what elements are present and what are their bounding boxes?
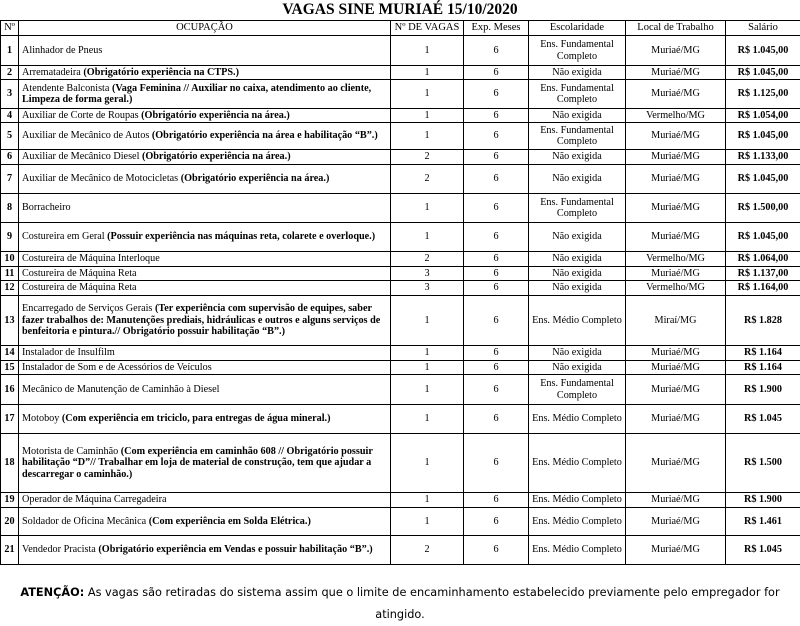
header-education: Escolaridade [529,21,626,36]
table-row [1,150,800,165]
salary-value: R$ 1.125,00 [726,80,800,109]
occupation-cell [19,66,391,80]
salary-value: R$ 1.064,00 [726,252,800,267]
work-location: Muriaé/MG [626,434,726,493]
education-level: Ens. Médio Completo [529,536,626,565]
experience-months: 6 [464,267,529,281]
education-level: Ens. Fundamental Completo [529,123,626,150]
vacancies-count: 1 [391,296,464,346]
vacancies-count: 2 [391,165,464,194]
vacancies-count: 3 [391,281,464,296]
occupation-name: Instalador de Som e de Acessórios de Veículos [22,362,212,373]
vacancies-table [0,20,800,565]
work-location: Muriaé/MG [626,267,726,281]
education-level: Não exigida [529,346,626,361]
work-location: Muriaé/MG [626,361,726,375]
experience-months: 6 [464,252,529,267]
salary-value: R$ 1.137,00 [726,267,800,281]
occupation-name: Motoboy [22,413,62,424]
vacancies-count: 1 [391,493,464,508]
vacancies-count: 1 [391,66,464,80]
work-location: Muriaé/MG [626,536,726,565]
occupation-name: Costureira em Geral [22,231,107,242]
table-row [1,66,800,80]
row-number: 11 [1,267,19,281]
row-number: 1 [1,36,19,66]
row-number: 19 [1,493,19,508]
occupation-name: Operador de Máquina Carregadeira [22,494,167,505]
work-location: Muriaé/MG [626,194,726,223]
salary-value: R$ 1.045,00 [726,223,800,252]
table-row [1,405,800,434]
occupation-cell [19,150,391,165]
table-header-row [1,21,800,36]
occupation-cell [19,346,391,361]
vacancies-count: 1 [391,223,464,252]
occupation-cell [19,80,391,109]
education-level: Ens. Médio Completo [529,296,626,346]
experience-months: 6 [464,123,529,150]
table-row [1,536,800,565]
occupation-requirements: (Com experiência em caminhão 608 // Obrigatório possuir habilitação “D”// Trabalhar em loja de material de construção, tem que ajudar a descarregar o caminhão.) [22,446,373,480]
table-row [1,165,800,194]
occupation-name: Vendedor Pracista [22,544,98,555]
occupation-cell [19,109,391,123]
table-row [1,80,800,109]
row-number: 13 [1,296,19,346]
occupation-name: Mecânico de Manutenção de Caminhão à Diesel [22,384,219,395]
occupation-cell [19,165,391,194]
education-level: Não exigida [529,109,626,123]
salary-value: R$ 1.045,00 [726,66,800,80]
vacancies-count: 2 [391,252,464,267]
row-number: 20 [1,508,19,536]
row-number: 5 [1,123,19,150]
experience-months: 6 [464,194,529,223]
education-level: Não exigida [529,66,626,80]
experience-months: 6 [464,80,529,109]
notice-footer [0,582,800,604]
occupation-requirements: (Com experiência em triciclo, para entregas de água mineral.) [62,413,331,424]
work-location: Muriaé/MG [626,123,726,150]
work-location: Vermelho/MG [626,252,726,267]
salary-value: R$ 1.900 [726,375,800,405]
education-level: Não exigida [529,361,626,375]
work-location: Miraí/MG [626,296,726,346]
occupation-cell [19,194,391,223]
occupation-requirements: (Obrigatório experiência na área.) [181,173,330,184]
header-experience: Exp. Meses [464,21,529,36]
experience-months: 6 [464,493,529,508]
occupation-requirements: (Com experiência em Solda Elétrica.) [149,516,311,527]
table-row [1,223,800,252]
experience-months: 6 [464,36,529,66]
vacancies-count: 2 [391,150,464,165]
salary-value: R$ 1.164 [726,346,800,361]
occupation-cell [19,296,391,346]
salary-value: R$ 1.045,00 [726,36,800,66]
work-location: Muriaé/MG [626,346,726,361]
occupation-cell [19,375,391,405]
occupation-cell [19,493,391,508]
table-row [1,281,800,296]
row-number: 18 [1,434,19,493]
education-level: Ens. Médio Completo [529,508,626,536]
vacancies-count: 1 [391,361,464,375]
salary-value: R$ 1.045 [726,405,800,434]
occupation-name: Motorista de Caminhão [22,446,121,457]
experience-months: 6 [464,361,529,375]
occupation-requirements: (Obrigatório experiência na área.) [142,151,291,162]
occupation-name: Atendente Balconista [22,83,112,94]
row-number: 3 [1,80,19,109]
work-location: Muriaé/MG [626,493,726,508]
vacancies-count: 1 [391,109,464,123]
table-row [1,296,800,346]
vacancies-count: 1 [391,508,464,536]
salary-value: R$ 1.900 [726,493,800,508]
work-location: Vermelho/MG [626,109,726,123]
occupation-name: Auxiliar de Corte de Roupas [22,110,141,121]
experience-months: 6 [464,405,529,434]
education-level: Ens. Fundamental Completo [529,375,626,405]
work-location: Muriaé/MG [626,36,726,66]
occupation-requirements: (Obrigatório experiência em Vendas e possuir habilitação “B”.) [98,544,372,555]
occupation-name: Arrematadeira [22,67,83,78]
vacancies-count: 3 [391,267,464,281]
notice-label: ATENÇÃO: [20,586,84,599]
page-title: VAGAS SINE MURIAÉ 15/10/2020 [0,0,800,20]
experience-months: 6 [464,281,529,296]
table-row [1,346,800,361]
occupation-name: Auxiliar de Mecânico de Autos [22,130,152,141]
salary-value: R$ 1.045,00 [726,123,800,150]
experience-months: 6 [464,375,529,405]
experience-months: 6 [464,296,529,346]
vacancies-count: 1 [391,194,464,223]
work-location: Muriaé/MG [626,150,726,165]
table-body [1,36,800,565]
education-level: Ens. Médio Completo [529,434,626,493]
table-row [1,194,800,223]
occupation-cell [19,123,391,150]
row-number: 2 [1,66,19,80]
salary-value: R$ 1.828 [726,296,800,346]
salary-value: R$ 1.164 [726,361,800,375]
row-number: 14 [1,346,19,361]
work-location: Muriaé/MG [626,508,726,536]
education-level: Ens. Fundamental Completo [529,80,626,109]
salary-value: R$ 1.164,00 [726,281,800,296]
experience-months: 6 [464,66,529,80]
salary-value: R$ 1.500 [726,434,800,493]
occupation-name: Soldador de Oficina Mecânica [22,516,149,527]
vacancies-count: 1 [391,346,464,361]
header-vacancies: Nº DE VAGAS [391,21,464,36]
vacancies-count: 1 [391,405,464,434]
table-row [1,109,800,123]
experience-months: 6 [464,508,529,536]
row-number: 7 [1,165,19,194]
occupation-cell [19,405,391,434]
occupation-cell [19,252,391,267]
vacancies-count: 1 [391,123,464,150]
education-level: Não exigida [529,281,626,296]
occupation-cell [19,281,391,296]
table-row [1,36,800,66]
salary-value: R$ 1.054,00 [726,109,800,123]
work-location: Muriaé/MG [626,66,726,80]
row-number: 9 [1,223,19,252]
salary-value: R$ 1.500,00 [726,194,800,223]
experience-months: 6 [464,434,529,493]
occupation-requirements: (Ter experiência com supervisão de equipes, saber fazer trabalhos de: Manutenções prediais, hidráulicas e outros e alguns serviços de benfeitoria e pintura.// Obrigatório possuir habilitação “B”.) [22,303,380,337]
education-level: Ens. Fundamental Completo [529,36,626,66]
experience-months: 6 [464,150,529,165]
work-location: Vermelho/MG [626,281,726,296]
experience-months: 6 [464,165,529,194]
education-level: Não exigida [529,252,626,267]
header-salary: Salário [726,21,800,36]
header-num: Nº [1,21,19,36]
salary-value: R$ 1.045,00 [726,165,800,194]
occupation-requirements: (Obrigatório experiência na área.) [141,110,290,121]
education-level: Não exigida [529,165,626,194]
occupation-requirements: (Obrigatório experiência na CTPS.) [83,67,239,78]
work-location: Muriaé/MG [626,375,726,405]
occupation-cell [19,223,391,252]
table-row [1,252,800,267]
occupation-name: Instalador de Insulfilm [22,347,115,358]
occupation-name: Alinhador de Pneus [22,45,102,56]
row-number: 21 [1,536,19,565]
experience-months: 6 [464,346,529,361]
education-level: Ens. Médio Completo [529,405,626,434]
occupation-cell [19,267,391,281]
salary-value: R$ 1.133,00 [726,150,800,165]
occupation-cell [19,36,391,66]
vacancies-count: 1 [391,375,464,405]
work-location: Muriaé/MG [626,223,726,252]
row-number: 17 [1,405,19,434]
education-level: Não exigida [529,223,626,252]
occupation-name: Encarregado de Serviços Gerais [22,303,155,314]
table-row [1,375,800,405]
occupation-requirements: (Obrigatório experiência na área e habilitação “B”.) [152,130,378,141]
occupation-name: Costureira de Máquina Reta [22,268,137,279]
row-number: 16 [1,375,19,405]
occupation-name: Costureira de Máquina Interloque [22,253,160,264]
row-number: 8 [1,194,19,223]
education-level: Ens. Médio Completo [529,493,626,508]
experience-months: 6 [464,223,529,252]
table-row [1,493,800,508]
occupation-requirements: (Possuir experiência nas máquinas reta, colarete e overloque.) [107,231,375,242]
row-number: 10 [1,252,19,267]
occupation-name: Auxiliar de Mecânico de Motocicletas [22,173,181,184]
notice-text: As vagas são retiradas do sistema assim que o limite de encaminhamento estabelecido previamente pelo empregador for atingido. [84,586,779,621]
table-row [1,508,800,536]
vacancies-count: 1 [391,434,464,493]
row-number: 12 [1,281,19,296]
table-row [1,434,800,493]
occupation-cell [19,434,391,493]
work-location: Muriaé/MG [626,165,726,194]
occupation-requirements: (Vaga Feminina // Auxiliar no caixa, atendimento ao cliente, Limpeza de forma geral.) [22,83,371,105]
header-occupation: OCUPAÇÃO [19,21,391,36]
row-number: 6 [1,150,19,165]
salary-value: R$ 1.461 [726,508,800,536]
education-level: Não exigida [529,150,626,165]
occupation-cell [19,361,391,375]
salary-value: R$ 1.045 [726,536,800,565]
work-location: Muriaé/MG [626,405,726,434]
occupation-name: Auxiliar de Mecânico Diesel [22,151,142,162]
table-row [1,267,800,281]
vacancies-count: 1 [391,36,464,66]
occupation-name: Borracheiro [22,202,71,213]
work-location: Muriaé/MG [626,80,726,109]
experience-months: 6 [464,109,529,123]
header-location: Local de Trabalho [626,21,726,36]
row-number: 15 [1,361,19,375]
table-row [1,361,800,375]
occupation-name: Costureira de Máquina Reta [22,282,137,293]
occupation-cell [19,536,391,565]
education-level: Ens. Fundamental Completo [529,194,626,223]
occupation-cell [19,508,391,536]
table-row [1,123,800,150]
experience-months: 6 [464,536,529,565]
vacancies-count: 2 [391,536,464,565]
vacancies-count: 1 [391,80,464,109]
education-level: Não exigida [529,267,626,281]
row-number: 4 [1,109,19,123]
